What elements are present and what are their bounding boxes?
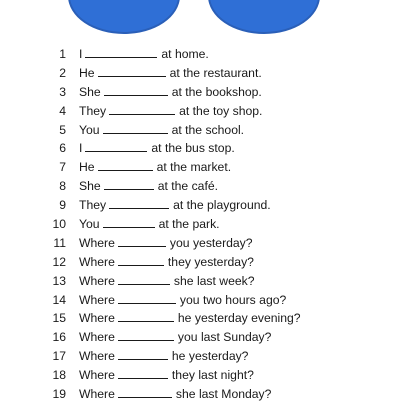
exercise-row-14 bbox=[0, 291, 400, 310]
exercise-rest: he yesterday evening? bbox=[177, 311, 301, 326]
exercise-row-2 bbox=[0, 64, 400, 83]
answer-blank[interactable] bbox=[118, 253, 164, 266]
exercise-subject: Where bbox=[79, 235, 115, 250]
exercise-number: 4 bbox=[59, 103, 66, 118]
exercise-number: 15 bbox=[52, 311, 66, 326]
exercise-number: 16 bbox=[52, 330, 66, 345]
exercise-rest: they yesterday? bbox=[167, 254, 254, 269]
answer-blank[interactable] bbox=[104, 83, 168, 96]
answer-blank[interactable] bbox=[103, 121, 168, 134]
exercise-row-13 bbox=[0, 272, 400, 291]
exercise-rest: at the bus stop. bbox=[151, 141, 235, 156]
answer-blank[interactable] bbox=[118, 291, 176, 304]
worksheet-exercise-list bbox=[0, 45, 400, 404]
answer-blank[interactable] bbox=[118, 366, 168, 379]
answer-blank[interactable] bbox=[85, 139, 147, 152]
exercise-row-5 bbox=[0, 121, 400, 140]
answer-blank[interactable] bbox=[118, 347, 168, 360]
exercise-subject: I bbox=[79, 47, 83, 61]
exercise-row-9 bbox=[0, 196, 400, 215]
exercise-subject: Where bbox=[79, 292, 115, 307]
exercise-row-4 bbox=[0, 102, 400, 121]
exercise-subject: He bbox=[79, 65, 95, 80]
exercise-subject: Where bbox=[79, 387, 115, 402]
exercise-number: 8 bbox=[59, 179, 66, 194]
exercise-row-6 bbox=[0, 139, 400, 158]
exercise-subject: Where bbox=[79, 349, 115, 364]
exercise-subject: She bbox=[79, 84, 101, 99]
exercise-subject: You bbox=[79, 217, 100, 232]
exercise-rest: at the playground. bbox=[173, 198, 271, 213]
exercise-row-7 bbox=[0, 158, 400, 177]
exercise-number: 5 bbox=[59, 122, 66, 137]
answer-blank[interactable] bbox=[109, 196, 169, 209]
answer-blank[interactable] bbox=[103, 215, 155, 228]
exercise-row-1 bbox=[0, 45, 400, 64]
answer-blank[interactable] bbox=[118, 328, 174, 341]
exercise-row-17 bbox=[0, 347, 400, 366]
exercise-rest: he yesterday? bbox=[171, 349, 249, 364]
exercise-number: 7 bbox=[59, 160, 66, 175]
answer-blank[interactable] bbox=[118, 272, 170, 285]
answer-blank[interactable] bbox=[118, 234, 166, 247]
exercise-subject: He bbox=[79, 160, 95, 175]
exercise-subject: They bbox=[79, 103, 107, 118]
exercise-subject: Where bbox=[79, 311, 115, 326]
decorative-blue-shape-right bbox=[208, 0, 320, 34]
exercise-number: 6 bbox=[59, 141, 66, 156]
exercise-number: 14 bbox=[52, 292, 66, 307]
exercise-subject: She bbox=[79, 179, 101, 194]
exercise-subject: Where bbox=[79, 330, 115, 345]
exercise-rest: at the café. bbox=[157, 179, 218, 194]
exercise-number: 1 bbox=[59, 47, 66, 61]
exercise-number: 9 bbox=[59, 198, 66, 213]
answer-blank[interactable] bbox=[118, 385, 172, 398]
exercise-row-11 bbox=[0, 234, 400, 253]
answer-blank[interactable] bbox=[109, 102, 175, 115]
exercise-subject: Where bbox=[79, 273, 115, 288]
exercise-number: 10 bbox=[52, 217, 66, 232]
exercise-rest: you yesterday? bbox=[169, 235, 253, 250]
exercise-subject: Where bbox=[79, 368, 115, 383]
exercise-number: 3 bbox=[59, 84, 66, 99]
exercise-number: 2 bbox=[59, 65, 66, 80]
exercise-rest: you last Sunday? bbox=[177, 330, 272, 345]
exercise-rest: she last week? bbox=[173, 273, 255, 288]
exercise-number: 19 bbox=[52, 387, 66, 402]
exercise-row-8 bbox=[0, 177, 400, 196]
exercise-rest: at the market. bbox=[156, 160, 232, 175]
answer-blank[interactable] bbox=[98, 158, 153, 171]
answer-blank[interactable] bbox=[104, 177, 154, 190]
exercise-rest: at the school. bbox=[171, 122, 245, 137]
exercise-subject: You bbox=[79, 122, 100, 137]
exercise-row-10 bbox=[0, 215, 400, 234]
exercise-rest: they last night? bbox=[171, 368, 254, 383]
exercise-number: 11 bbox=[53, 235, 66, 250]
exercise-subject: I bbox=[79, 141, 83, 156]
exercise-row-15 bbox=[0, 309, 400, 328]
exercise-number: 12 bbox=[52, 254, 66, 269]
exercise-subject: Where bbox=[79, 254, 115, 269]
exercise-row-18 bbox=[0, 366, 400, 385]
exercise-rest: you two hours ago? bbox=[179, 292, 287, 307]
exercise-row-16 bbox=[0, 328, 400, 347]
exercise-row-12 bbox=[0, 253, 400, 272]
exercise-rest: she last Monday? bbox=[175, 387, 272, 402]
answer-blank[interactable] bbox=[85, 45, 157, 58]
exercise-number: 18 bbox=[52, 368, 66, 383]
decorative-blue-shape-left bbox=[68, 0, 180, 34]
exercise-rest: at the bookshop. bbox=[171, 84, 262, 99]
exercise-rest: at the toy shop. bbox=[179, 103, 263, 118]
answer-blank[interactable] bbox=[118, 309, 174, 322]
exercise-rest: at the restaurant. bbox=[169, 65, 262, 80]
answer-blank[interactable] bbox=[98, 64, 166, 77]
exercise-rest: at the park. bbox=[158, 217, 220, 232]
exercise-number: 13 bbox=[52, 273, 66, 288]
exercise-number: 17 bbox=[52, 349, 66, 364]
exercise-rest: at home. bbox=[161, 47, 209, 61]
exercise-subject: They bbox=[79, 198, 107, 213]
exercise-row-19 bbox=[0, 385, 400, 404]
exercise-row-3 bbox=[0, 83, 400, 102]
